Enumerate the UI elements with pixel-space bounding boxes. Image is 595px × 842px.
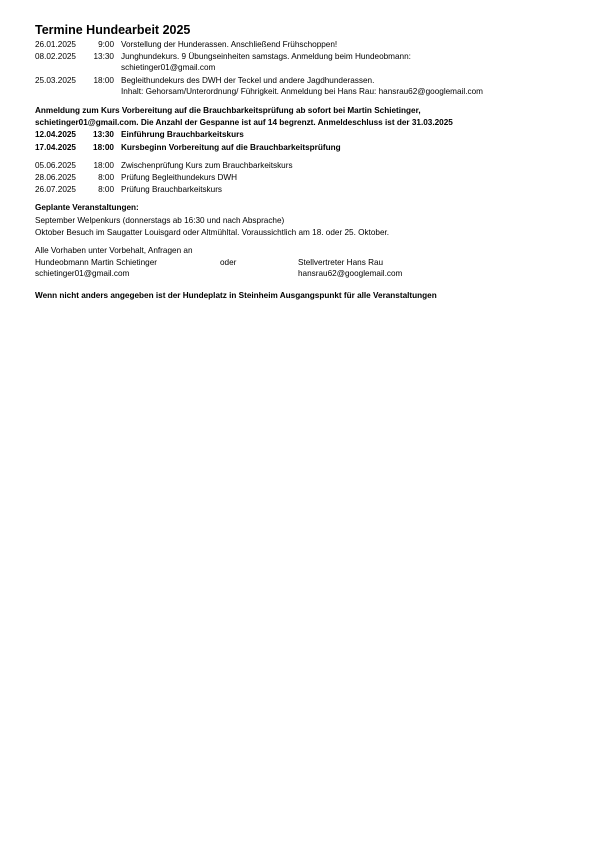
contact-left-name: Hundeobmann Martin Schietinger	[35, 258, 157, 267]
event-date: 08.02.2025	[35, 52, 76, 61]
contacts-intro: Alle Vorhaben unter Vorbehalt, Anfragen an	[35, 246, 193, 255]
planned-item: Oktober Besuch im Saugatter Louisgard oder Altmühltal. Voraussichtlich am 18. oder 25. Oktober.	[35, 228, 390, 237]
event-date: 17.04.2025	[35, 143, 76, 152]
event-date: 26.07.2025	[35, 185, 76, 194]
event-time: 18:00	[93, 76, 114, 85]
event-text: Inhalt: Gehorsam/Unterordnung/ Führigkeit. Anmeldung bei Hans Rau: hansrau62@googlemail.com	[121, 87, 483, 96]
contact-right-email[interactable]: hansrau62@googlemail.com	[298, 269, 403, 278]
announcement-line: Anmeldung zum Kurs Vorbereitung auf die Brauchbarkeitsprüfung ab sofort bei Martin Schietinger,	[35, 106, 421, 115]
event-time: 9:00	[98, 40, 114, 49]
event-date: 25.03.2025	[35, 76, 76, 85]
event-time: 18:00	[93, 143, 114, 152]
event-time: 8:00	[98, 185, 114, 194]
event-text: Vorstellung der Hunderassen. Anschließend Frühschoppen!	[121, 40, 338, 49]
event-text: Prüfung Begleithundekurs DWH	[121, 173, 238, 182]
planned-heading: Geplante Veranstaltungen:	[35, 203, 139, 212]
page-title: Termine Hundearbeit 2025	[35, 23, 191, 37]
footer-note: Wenn nicht anders angegeben ist der Hundeplatz in Steinheim Ausgangspunkt für alle Veranstaltungen	[35, 291, 437, 300]
event-time: 8:00	[98, 173, 114, 182]
event-date: 12.04.2025	[35, 130, 76, 139]
planned-item: September Welpenkurs (donnerstags ab 16:30 und nach Absprache)	[35, 216, 285, 225]
event-date: 05.06.2025	[35, 161, 76, 170]
event-text: Prüfung Brauchbarkeitskurs	[121, 185, 223, 194]
contact-left-email[interactable]: schietinger01@gmail.com	[35, 269, 130, 278]
event-time: 18:00	[93, 161, 114, 170]
event-text: Junghundekurs. 9 Übungseinheiten samstags. Anmeldung beim Hundeobmann:	[121, 52, 411, 61]
event-time: 13:30	[93, 52, 114, 61]
announcement-line: schietinger01@gmail.com. Die Anzahl der Gespanne ist auf 14 begrenzt. Anmeldeschluss ist der 31.03.2025	[35, 118, 453, 127]
event-date: 26.01.2025	[35, 40, 76, 49]
event-text: Zwischenprüfung Kurs zum Brauchbarkeitskurs	[121, 161, 293, 170]
event-text: Begleithundekurs des DWH der Teckel und andere Jagdhunderassen.	[121, 76, 375, 85]
event-time: 13:30	[93, 130, 114, 139]
contact-or: oder	[220, 258, 237, 267]
event-date: 28.06.2025	[35, 173, 76, 182]
event-email[interactable]: schietinger01@gmail.com	[121, 63, 216, 72]
contact-right-name: Stellvertreter Hans Rau	[298, 258, 384, 267]
event-text: Einführung Brauchbarkeitskurs	[121, 130, 244, 139]
event-text: Kursbeginn Vorbereitung auf die Brauchbarkeitsprüfung	[121, 143, 341, 152]
